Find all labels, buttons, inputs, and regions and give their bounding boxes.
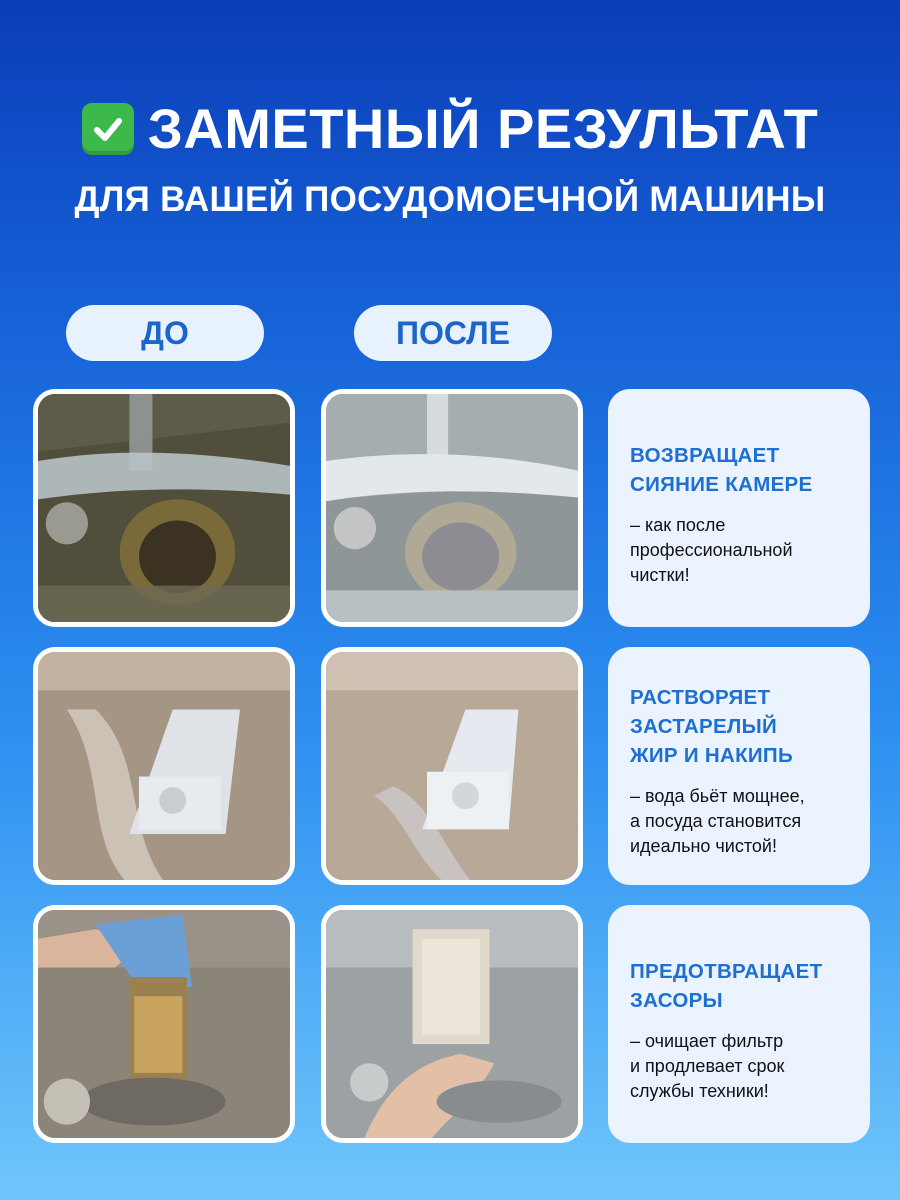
benefit-text: – вода бьёт мощнее, а посуда становится идеально чистой!: [630, 786, 805, 856]
clean-filter-photo: [321, 905, 583, 1143]
dirty-sprayer-arm-photo: [33, 389, 295, 627]
benefit-card-clogs: [608, 905, 870, 1143]
benefit-card-shine: [608, 389, 870, 627]
benefit-text: – очищает фильтр и продлевает срок службы техники!: [630, 1031, 785, 1101]
subheadline: ДЛЯ ВАШЕЙ ПОСУДОМОЕЧНОЙ МАШИНЫ: [74, 180, 826, 219]
clean-detergent-dispenser-photo: [321, 647, 583, 885]
benefit-title: РАСТВОРЯЕТ ЗАСТАРЕЛЫЙ ЖИР И НАКИПЬ: [630, 686, 793, 767]
clean-sprayer-arm-photo: [321, 389, 583, 627]
check-mark-icon: [82, 103, 134, 155]
after-label: ПОСЛЕ: [354, 305, 552, 361]
benefit-text: – как после профессиональной чистки!: [630, 515, 793, 585]
headline: [0, 96, 900, 161]
benefit-card-grease: [608, 647, 870, 885]
benefit-title: ПРЕДОТВРАЩАЕТ ЗАСОРЫ: [630, 960, 823, 1012]
benefit-title: ВОЗВРАЩАЕТ СИЯНИЕ КАМЕРЕ: [630, 444, 813, 496]
before-label: ДО: [66, 305, 264, 361]
dirty-filter-photo: [33, 905, 295, 1143]
dirty-detergent-dispenser-photo: [33, 647, 295, 885]
headline-text: ЗАМЕТНЫЙ РЕЗУЛЬТАТ: [147, 97, 819, 160]
